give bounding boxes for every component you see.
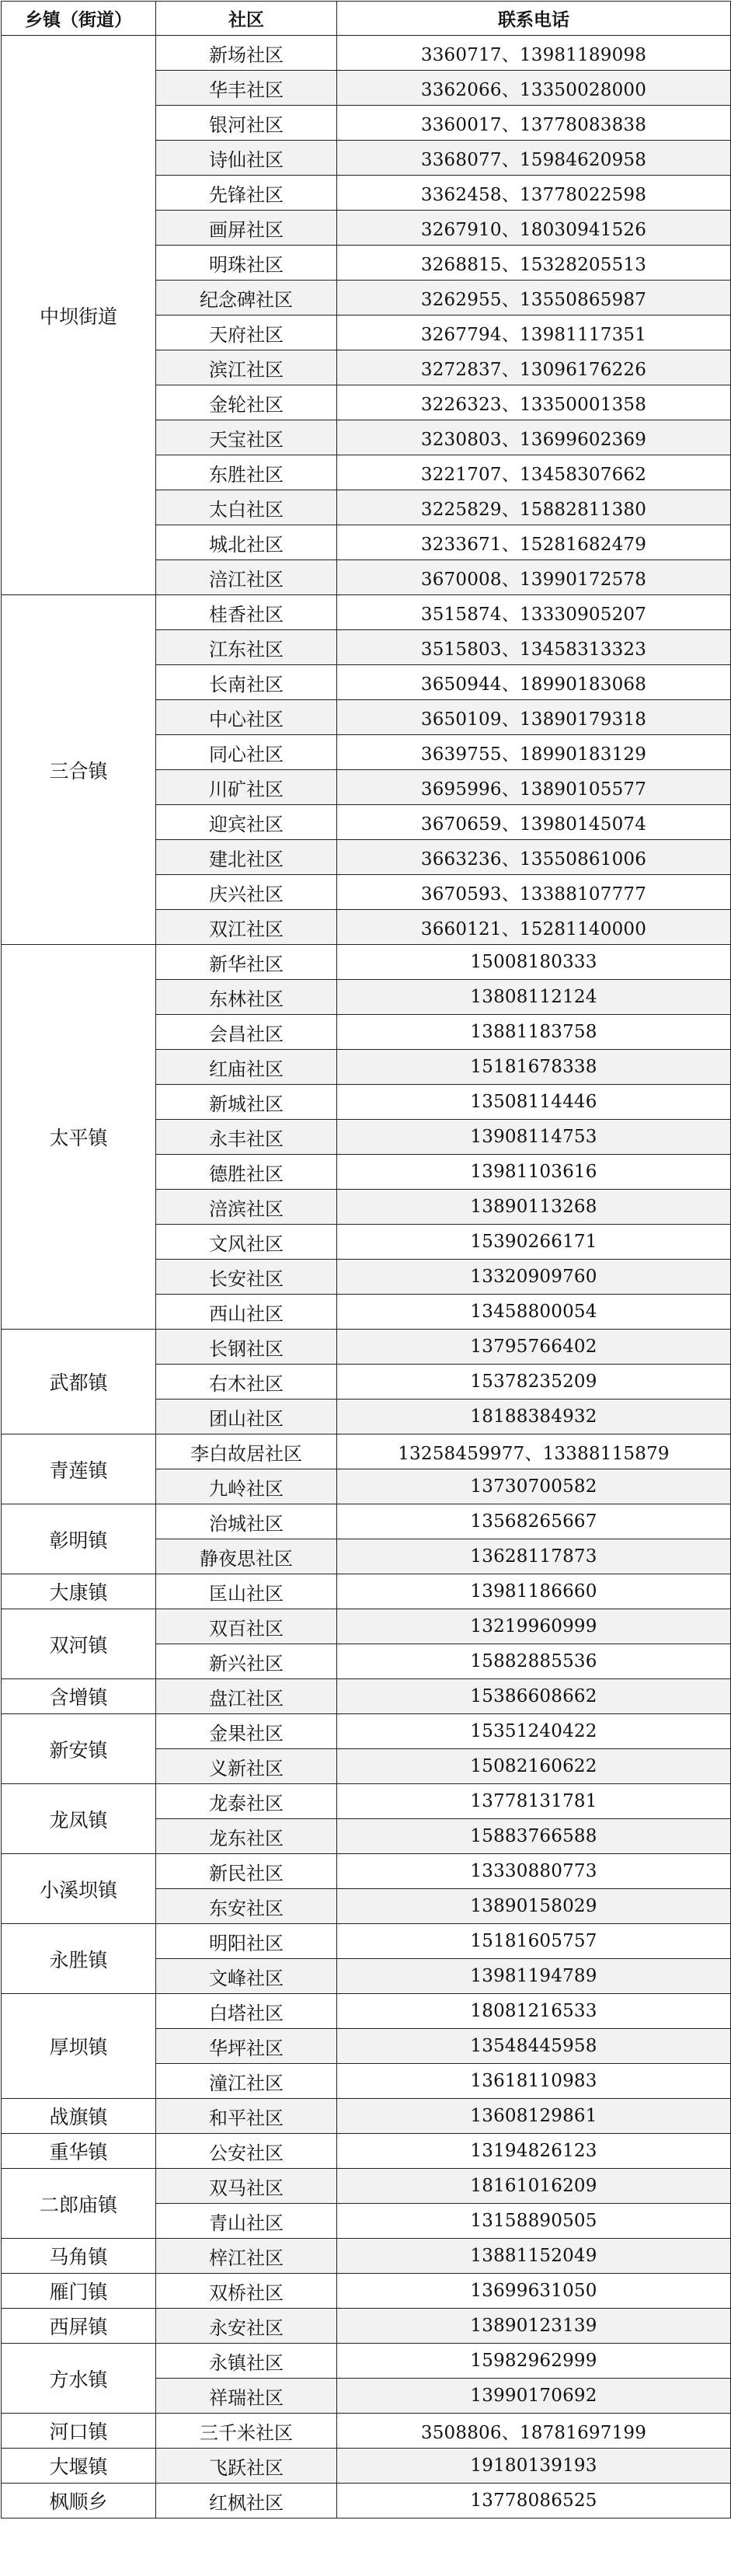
community-cell: 右木社区: [156, 1365, 337, 1400]
phone-cell: 15390266171: [337, 1225, 731, 1260]
community-cell: 文峰社区: [156, 1959, 337, 1994]
phone-cell: 3515874、13330905207: [337, 595, 731, 630]
community-cell: 双桥社区: [156, 2274, 337, 2309]
table-row: [2, 1609, 731, 1644]
phone-cell: 3660121、15281140000: [337, 910, 731, 945]
table-row: [2, 1330, 731, 1365]
phone-cell: 13890123139: [337, 2309, 731, 2344]
community-cell: 匡山社区: [156, 1574, 337, 1609]
community-cell: 飞跃社区: [156, 2449, 337, 2484]
community-cell: 新城社区: [156, 1085, 337, 1120]
community-cell: 文风社区: [156, 1225, 337, 1260]
community-cell: 明珠社区: [156, 246, 337, 281]
phone-cell: 3362458、13778022598: [337, 176, 731, 211]
town-cell: 武都镇: [2, 1330, 156, 1434]
community-cell: 长安社区: [156, 1260, 337, 1295]
phone-cell: 13508114446: [337, 1085, 731, 1120]
phone-cell: 19180139193: [337, 2449, 731, 2484]
community-cell: 治城社区: [156, 1504, 337, 1539]
community-cell: 静夜思社区: [156, 1539, 337, 1574]
phone-cell: 13608129861: [337, 2099, 731, 2134]
community-cell: 桂香社区: [156, 595, 337, 630]
town-cell: 雁门镇: [2, 2274, 156, 2309]
phone-cell: 15378235209: [337, 1365, 731, 1400]
community-cell: 永安社区: [156, 2309, 337, 2344]
community-cell: 龙东社区: [156, 1819, 337, 1854]
phone-cell: 3670008、13990172578: [337, 560, 731, 595]
community-cell: 明阳社区: [156, 1924, 337, 1959]
phone-cell: 13699631050: [337, 2274, 731, 2309]
table-row: [2, 2274, 731, 2309]
community-cell: 团山社区: [156, 1400, 337, 1434]
table-row: [2, 2484, 731, 2518]
phone-cell: 13568265667: [337, 1504, 731, 1539]
community-cell: 义新社区: [156, 1749, 337, 1784]
community-cell: 新兴社区: [156, 1644, 337, 1679]
community-cell: 德胜社区: [156, 1155, 337, 1190]
phone-cell: 3650109、13890179318: [337, 700, 731, 735]
phone-cell: 15181605757: [337, 1924, 731, 1959]
table-header-row: [2, 2, 731, 36]
community-cell: 天宝社区: [156, 420, 337, 455]
town-cell: 马角镇: [2, 2239, 156, 2274]
town-cell: 新安镇: [2, 1714, 156, 1784]
community-cell: 先锋社区: [156, 176, 337, 211]
phone-cell: 13981186660: [337, 1574, 731, 1609]
community-cell: 华丰社区: [156, 71, 337, 106]
community-cell: 城北社区: [156, 525, 337, 560]
town-cell: 大康镇: [2, 1574, 156, 1609]
town-cell: 青莲镇: [2, 1434, 156, 1504]
community-cell: 白塔社区: [156, 1994, 337, 2029]
header-community: 社区: [156, 2, 337, 36]
community-cell: 新民社区: [156, 1854, 337, 1889]
table-row: [2, 2169, 731, 2204]
phone-cell: 3508806、18781697199: [337, 2414, 731, 2449]
community-cell: 金果社区: [156, 1714, 337, 1749]
community-cell: 九岭社区: [156, 1469, 337, 1504]
community-contact-table: [1, 1, 731, 2518]
table-row: [2, 2449, 731, 2484]
community-cell: 梓江社区: [156, 2239, 337, 2274]
community-cell: 迎宾社区: [156, 805, 337, 840]
community-cell: 庆兴社区: [156, 875, 337, 910]
community-cell: 川矿社区: [156, 770, 337, 805]
phone-cell: 3230803、13699602369: [337, 420, 731, 455]
phone-cell: 3368077、15984620958: [337, 141, 731, 176]
phone-cell: 13778086525: [337, 2484, 731, 2518]
phone-cell: 3650944、18990183068: [337, 665, 731, 700]
table-row: [2, 1924, 731, 1959]
table-row: [2, 1854, 731, 1889]
town-cell: 厚坝镇: [2, 1994, 156, 2099]
phone-cell: 13808112124: [337, 980, 731, 1015]
phone-cell: 3695996、13890105577: [337, 770, 731, 805]
phone-cell: 3670659、13980145074: [337, 805, 731, 840]
phone-cell: 13548445958: [337, 2029, 731, 2064]
community-cell: 诗仙社区: [156, 141, 337, 176]
town-cell: 太平镇: [2, 945, 156, 1330]
phone-cell: 3515803、13458313323: [337, 630, 731, 665]
community-cell: 龙泰社区: [156, 1784, 337, 1819]
table-row: [2, 1714, 731, 1749]
town-cell: 战旗镇: [2, 2099, 156, 2134]
phone-cell: 3639755、18990183129: [337, 735, 731, 770]
community-cell: 东安社区: [156, 1889, 337, 1924]
town-cell: 小溪坝镇: [2, 1854, 156, 1924]
community-cell: 建北社区: [156, 840, 337, 875]
table-row: [2, 595, 731, 630]
phone-cell: 3233671、15281682479: [337, 525, 731, 560]
header-town: 乡镇（街道）: [2, 2, 156, 36]
phone-cell: 18081216533: [337, 1994, 731, 2029]
community-cell: 盘江社区: [156, 1679, 337, 1714]
community-cell: 江东社区: [156, 630, 337, 665]
header-phone: 联系电话: [337, 2, 731, 36]
phone-cell: 3226323、13350001358: [337, 385, 731, 420]
community-cell: 天府社区: [156, 315, 337, 350]
community-cell: 新华社区: [156, 945, 337, 980]
community-cell: 长南社区: [156, 665, 337, 700]
phone-cell: 15082160622: [337, 1749, 731, 1784]
table-body: [2, 36, 731, 2518]
table-row: [2, 1994, 731, 2029]
phone-cell: 15882885536: [337, 1644, 731, 1679]
phone-cell: 3362066、13350028000: [337, 71, 731, 106]
community-cell: 祥瑞社区: [156, 2379, 337, 2414]
community-cell: 太白社区: [156, 490, 337, 525]
phone-cell: 15181678338: [337, 1050, 731, 1085]
phone-cell: 3272837、13096176226: [337, 350, 731, 385]
phone-cell: 13890158029: [337, 1889, 731, 1924]
phone-cell: 13194826123: [337, 2134, 731, 2169]
phone-cell: 3225829、15882811380: [337, 490, 731, 525]
table-row: [2, 2344, 731, 2379]
phone-cell: 13458800054: [337, 1295, 731, 1330]
table-row: [2, 1784, 731, 1819]
community-cell: 双百社区: [156, 1609, 337, 1644]
community-cell: 永丰社区: [156, 1120, 337, 1155]
community-cell: 会昌社区: [156, 1015, 337, 1050]
community-cell: 同心社区: [156, 735, 337, 770]
community-cell: 青山社区: [156, 2204, 337, 2239]
town-cell: 河口镇: [2, 2414, 156, 2449]
phone-cell: 13618110983: [337, 2064, 731, 2099]
town-cell: 龙凤镇: [2, 1784, 156, 1854]
phone-cell: 13778131781: [337, 1784, 731, 1819]
community-cell: 双马社区: [156, 2169, 337, 2204]
table-row: [2, 1504, 731, 1539]
community-cell: 东胜社区: [156, 455, 337, 490]
table-row: [2, 945, 731, 980]
table-row: [2, 1574, 731, 1609]
community-cell: 三千米社区: [156, 2414, 337, 2449]
phone-cell: 3267910、18030941526: [337, 211, 731, 246]
town-cell: 中坝街道: [2, 36, 156, 595]
phone-cell: 3268815、15328205513: [337, 246, 731, 281]
community-cell: 东林社区: [156, 980, 337, 1015]
table-row: [2, 2414, 731, 2449]
phone-cell: 3360717、13981189098: [337, 36, 731, 71]
town-cell: 方水镇: [2, 2344, 156, 2414]
community-cell: 新场社区: [156, 36, 337, 71]
phone-cell: 15351240422: [337, 1714, 731, 1749]
phone-cell: 15008180333: [337, 945, 731, 980]
phone-cell: 13219960999: [337, 1609, 731, 1644]
phone-cell: 3663236、13550861006: [337, 840, 731, 875]
community-cell: 画屏社区: [156, 211, 337, 246]
phone-cell: 13795766402: [337, 1330, 731, 1365]
community-cell: 潼江社区: [156, 2064, 337, 2099]
table-row: [2, 2239, 731, 2274]
phone-cell: 13981194789: [337, 1959, 731, 1994]
phone-cell: 13320909760: [337, 1260, 731, 1295]
phone-cell: 13890113268: [337, 1190, 731, 1225]
phone-cell: 3360017、13778083838: [337, 106, 731, 141]
phone-cell: 3670593、13388107777: [337, 875, 731, 910]
town-cell: 双河镇: [2, 1609, 156, 1679]
community-cell: 金轮社区: [156, 385, 337, 420]
phone-cell: 13158890505: [337, 2204, 731, 2239]
town-cell: 彰明镇: [2, 1504, 156, 1574]
community-cell: 李白故居社区: [156, 1434, 337, 1469]
community-cell: 永镇社区: [156, 2344, 337, 2379]
community-cell: 涪滨社区: [156, 1190, 337, 1225]
phone-cell: 13258459977、13388115879: [337, 1434, 731, 1469]
phone-cell: 13990170692: [337, 2379, 731, 2414]
phone-cell: 3267794、13981117351: [337, 315, 731, 350]
phone-cell: 13981103616: [337, 1155, 731, 1190]
community-cell: 和平社区: [156, 2099, 337, 2134]
community-cell: 中心社区: [156, 700, 337, 735]
phone-cell: 3221707、13458307662: [337, 455, 731, 490]
table-row: [2, 1679, 731, 1714]
town-cell: 西屏镇: [2, 2309, 156, 2344]
town-cell: 二郎庙镇: [2, 2169, 156, 2239]
community-cell: 滨江社区: [156, 350, 337, 385]
town-cell: 含增镇: [2, 1679, 156, 1714]
phone-cell: 15982962999: [337, 2344, 731, 2379]
phone-cell: 18161016209: [337, 2169, 731, 2204]
community-cell: 西山社区: [156, 1295, 337, 1330]
phone-cell: 13628117873: [337, 1539, 731, 1574]
community-cell: 纪念碑社区: [156, 281, 337, 315]
table-row: [2, 36, 731, 71]
table-row: [2, 1434, 731, 1469]
phone-cell: 13881183758: [337, 1015, 731, 1050]
town-cell: 三合镇: [2, 595, 156, 945]
town-cell: 枫顺乡: [2, 2484, 156, 2518]
community-cell: 长钢社区: [156, 1330, 337, 1365]
community-cell: 华坪社区: [156, 2029, 337, 2064]
community-cell: 红庙社区: [156, 1050, 337, 1085]
community-cell: 银河社区: [156, 106, 337, 141]
community-cell: 涪江社区: [156, 560, 337, 595]
phone-cell: 18188384932: [337, 1400, 731, 1434]
phone-cell: 13908114753: [337, 1120, 731, 1155]
phone-cell: 3262955、13550865987: [337, 281, 731, 315]
phone-cell: 15386608662: [337, 1679, 731, 1714]
table-row: [2, 2099, 731, 2134]
community-cell: 公安社区: [156, 2134, 337, 2169]
phone-cell: 13881152049: [337, 2239, 731, 2274]
community-cell: 双江社区: [156, 910, 337, 945]
town-cell: 重华镇: [2, 2134, 156, 2169]
table-row: [2, 2309, 731, 2344]
phone-cell: 15883766588: [337, 1819, 731, 1854]
community-cell: 红枫社区: [156, 2484, 337, 2518]
phone-cell: 13730700582: [337, 1469, 731, 1504]
town-cell: 永胜镇: [2, 1924, 156, 1994]
table-row: [2, 2134, 731, 2169]
town-cell: 大堰镇: [2, 2449, 156, 2484]
phone-cell: 13330880773: [337, 1854, 731, 1889]
